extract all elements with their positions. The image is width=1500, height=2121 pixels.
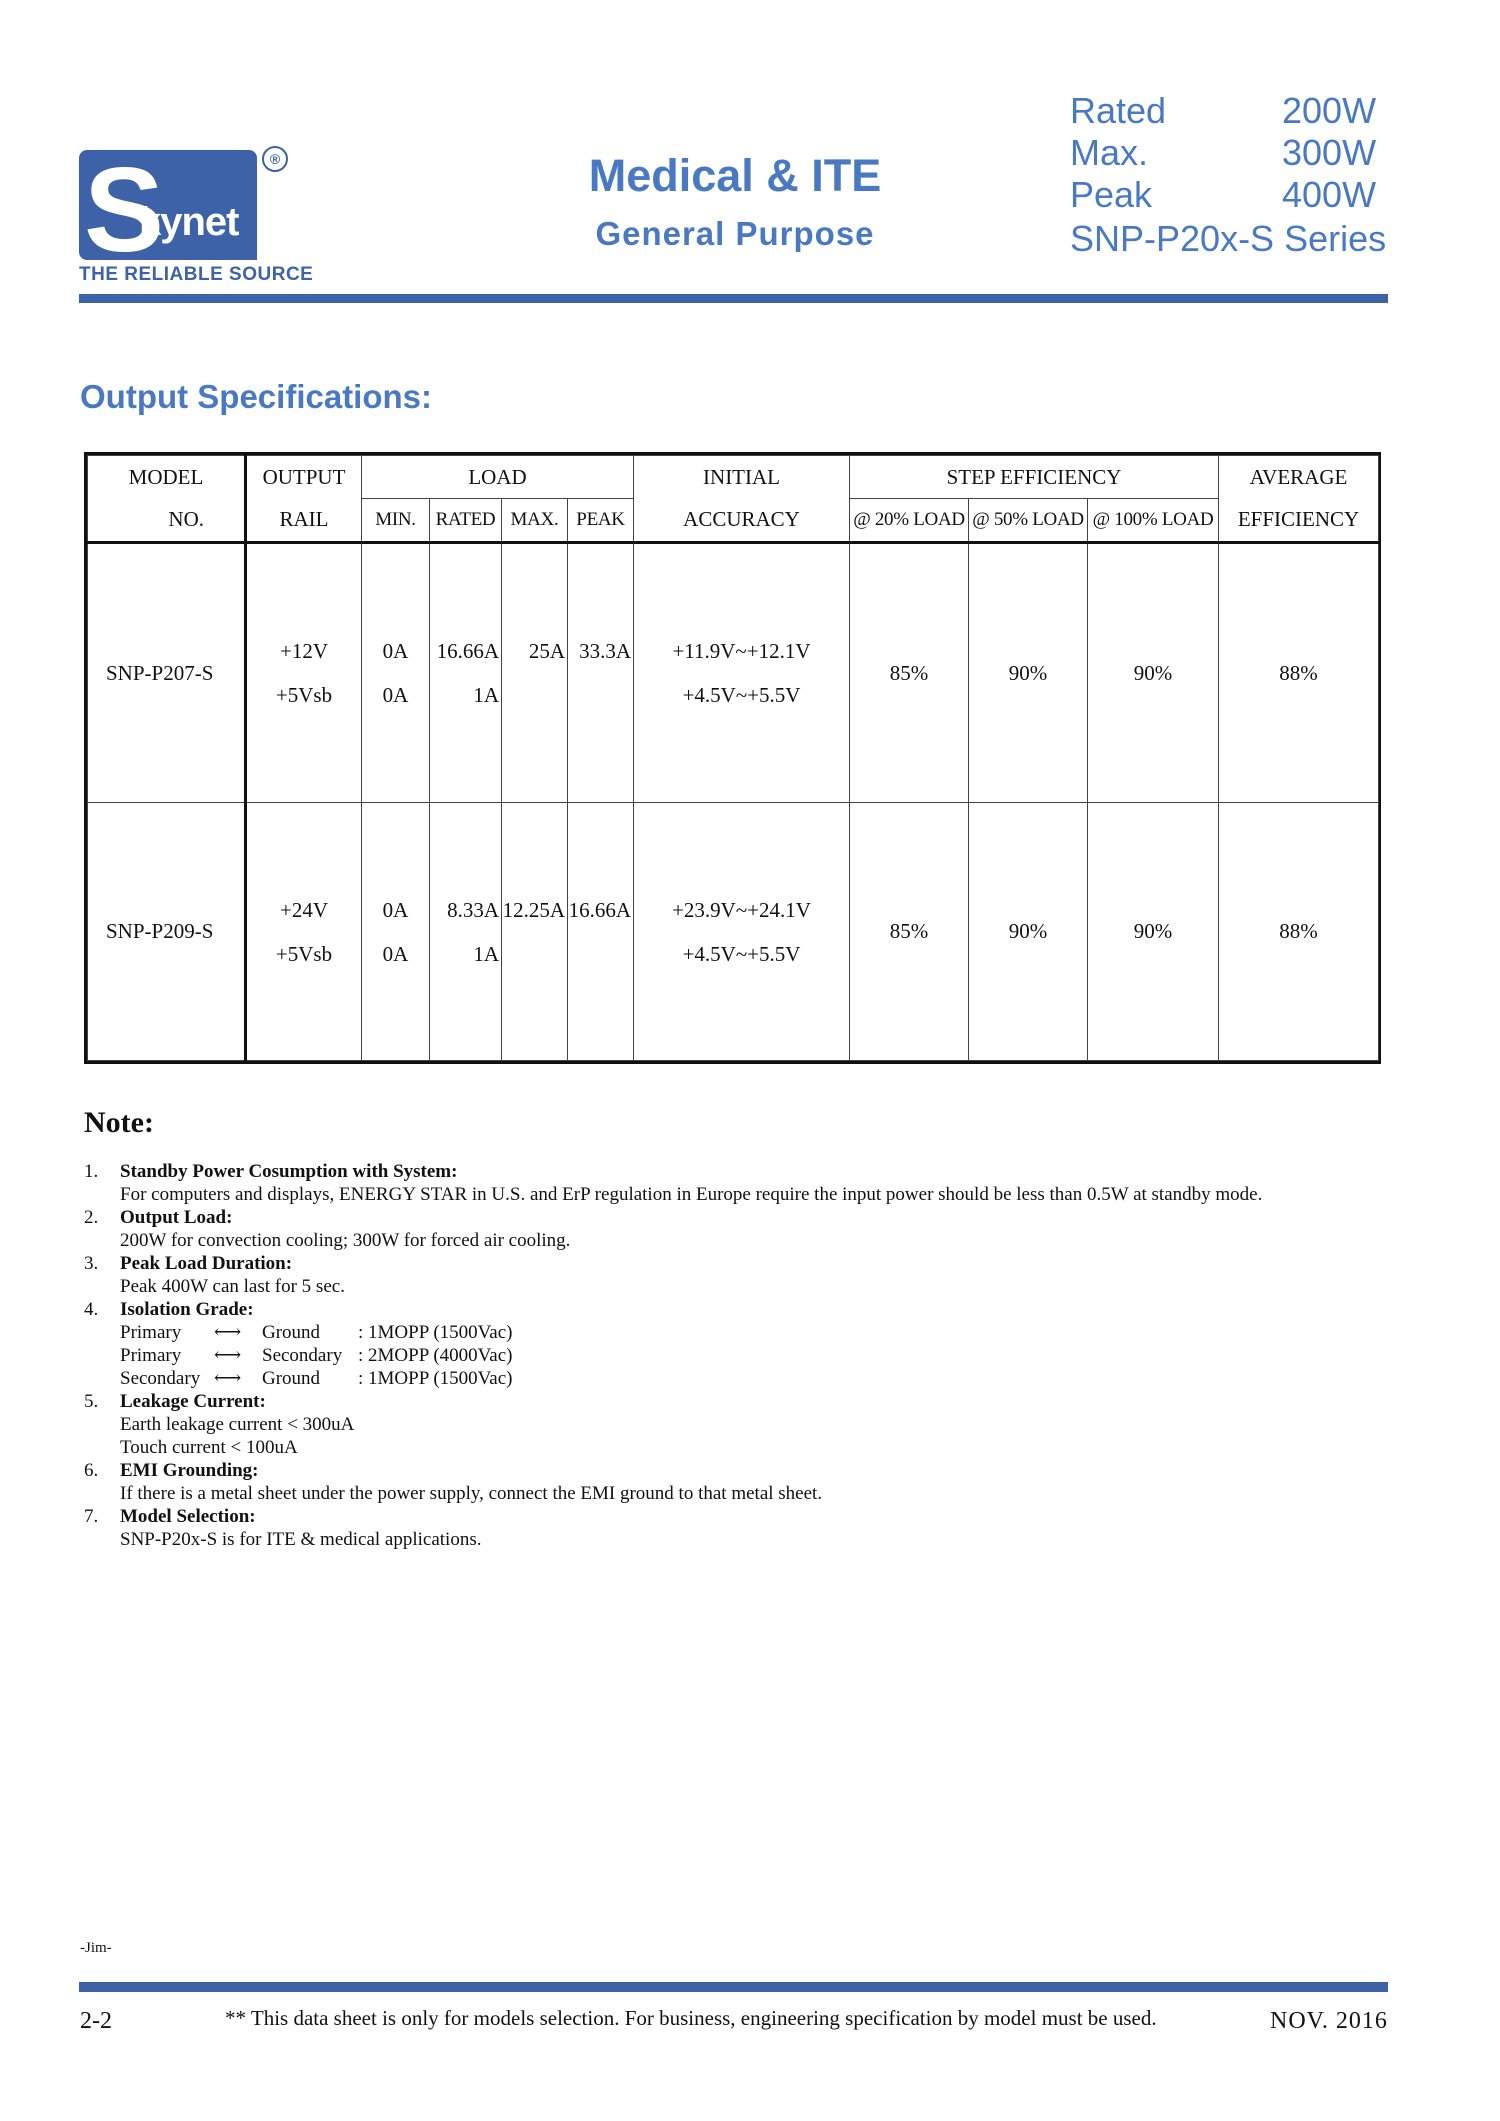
list-item [84, 1160, 1384, 1206]
cell-max: 25A [528, 639, 565, 664]
note-heading: Model Selection: [120, 1506, 256, 1527]
note-text: Earth leakage current < 300uA [120, 1414, 355, 1435]
cell-accuracy: +23.9V~+24.1V [672, 897, 811, 922]
th-accuracy: INITIAL [703, 464, 780, 489]
isolation-row [120, 1344, 1384, 1367]
rating-label-rated: Rated [1070, 90, 1167, 131]
th-step-100: @ 100% LOAD [1092, 509, 1214, 530]
rating-value-max: 300W [1282, 132, 1377, 173]
table-header-row [88, 456, 1379, 499]
note-heading: Standby Power Cosumption with System: [120, 1161, 458, 1182]
cell-rail: +5Vsb [275, 683, 333, 708]
note-number: 5. [84, 1391, 99, 1412]
note-text: SNP-P20x-S is for ITE & medical applications. [120, 1529, 482, 1550]
cell-min: 0A [382, 639, 409, 664]
note-text: 200W for convection cooling; 300W for forced air cooling. [120, 1230, 571, 1251]
rating-label-peak: Peak [1070, 174, 1153, 215]
cell-eff-20: 85% [889, 660, 929, 685]
header-title: Medical & ITE [588, 150, 882, 201]
th-model: MODEL [128, 464, 204, 489]
cell-rated: 1A [473, 683, 499, 708]
th-average: AVERAGE [1249, 464, 1348, 489]
th-peak: PEAK [576, 509, 625, 530]
cell-min: 0A [382, 683, 409, 708]
registered-mark: ® [262, 146, 288, 172]
iso-grade: : 2MOPP (4000Vac) [358, 1345, 513, 1366]
th-rated: RATED [435, 509, 496, 530]
rating-value-rated: 200W [1282, 90, 1377, 131]
list-item [84, 1252, 1384, 1298]
note-heading: Output Load: [120, 1207, 233, 1228]
list-item [84, 1459, 1384, 1505]
author-mark: -Jim- [80, 1940, 112, 1956]
cell-accuracy: +11.9V~+12.1V [672, 639, 811, 664]
note-text: For computers and displays, ENERGY STAR in U.S. and ErP regulation in Europe require the input power should be less than 0.5W at standby mode. [120, 1184, 1263, 1205]
note-number: 4. [84, 1299, 99, 1320]
table-row [88, 803, 1379, 1061]
th-model-no: NO. [168, 507, 204, 532]
cell-accuracy: +4.5V~+5.5V [682, 683, 801, 708]
output-spec-table [84, 452, 1381, 1064]
list-item [84, 1505, 1384, 1551]
note-text: Touch current < 100uA [120, 1437, 298, 1458]
cell-rated: 8.33A [447, 897, 499, 922]
cell-rail: +24V [279, 897, 328, 922]
footer-disclaimer: ** This data sheet is only for models selection. For business, engineering specification by model must be used. [225, 2006, 1157, 2030]
list-item [84, 1206, 1384, 1252]
note-heading: Peak Load Duration: [120, 1253, 293, 1274]
iso-grade: : 1MOPP (1500Vac) [358, 1322, 513, 1343]
rating-value-peak: 400W [1282, 174, 1377, 215]
isolation-row [120, 1321, 1384, 1344]
cell-rail: +12V [279, 639, 328, 664]
cell-rail: +5Vsb [275, 941, 333, 966]
cell-min: 0A [382, 897, 409, 922]
list-item [84, 1298, 1384, 1390]
cell-rated: 16.66A [436, 639, 499, 664]
note-number: 2. [84, 1207, 99, 1228]
cell-eff-100: 90% [1133, 660, 1173, 685]
note-number: 3. [84, 1253, 99, 1274]
iso-to: Ground [262, 1322, 321, 1343]
footer-date: NOV. 2016 [1270, 2008, 1388, 2034]
notes-list [84, 1160, 1384, 1551]
section-title: Output Specifications: [80, 378, 433, 415]
logo-name: kynet [139, 200, 239, 244]
th-rail-2: RAIL [279, 507, 329, 532]
th-step-efficiency: STEP EFFICIENCY [946, 464, 1122, 489]
rating-label-max: Max. [1070, 132, 1149, 173]
iso-from: Primary [120, 1322, 182, 1343]
header-divider [79, 294, 1388, 303]
th-rail: OUTPUT [262, 464, 346, 489]
note-heading: Isolation Grade: [120, 1299, 254, 1320]
double-arrow-icon: ⟷ [214, 1322, 242, 1343]
iso-to: Secondary [262, 1345, 343, 1366]
list-item [84, 1390, 1384, 1459]
double-arrow-icon: ⟷ [214, 1345, 242, 1366]
th-step-50: @ 50% LOAD [972, 509, 1084, 530]
cell-model: SNP-P209-S [106, 919, 214, 944]
cell-avg-eff: 88% [1279, 660, 1318, 685]
iso-grade: : 1MOPP (1500Vac) [358, 1368, 513, 1389]
table-row [88, 543, 1379, 803]
cell-eff-20: 85% [889, 919, 929, 944]
logo-tagline: THE RELIABLE SOURCE [79, 264, 314, 285]
series-name: SNP-P20x-S Series [1070, 218, 1387, 259]
cell-avg-eff: 88% [1279, 919, 1318, 944]
cell-eff-50: 90% [1008, 660, 1048, 685]
double-arrow-icon: ⟷ [214, 1368, 242, 1389]
note-heading: Leakage Current: [120, 1391, 266, 1412]
note-text: Peak 400W can last for 5 sec. [120, 1276, 345, 1297]
note-number: 1. [84, 1161, 99, 1182]
cell-peak: 33.3A [579, 639, 632, 664]
logo-initial: S [84, 143, 165, 277]
table-subheader-row [88, 499, 1379, 543]
cell-eff-50: 90% [1008, 919, 1048, 944]
page-number: 2-2 [80, 2008, 112, 2034]
th-average-2: EFFICIENCY [1237, 507, 1360, 532]
cell-eff-100: 90% [1133, 919, 1173, 944]
cell-max: 12.25A [502, 897, 565, 922]
cell-peak: 16.66A [568, 897, 632, 922]
isolation-row [120, 1367, 1384, 1390]
note-text: If there is a metal sheet under the power supply, connect the EMI ground to that metal sheet. [120, 1483, 823, 1504]
cell-rated: 1A [473, 941, 499, 966]
iso-to: Ground [262, 1368, 321, 1389]
th-step-20: @ 20% LOAD [853, 509, 965, 530]
th-load: LOAD [468, 464, 527, 489]
cell-min: 0A [382, 941, 409, 966]
logo-wordmark [139, 200, 239, 245]
cell-model: SNP-P207-S [106, 660, 214, 685]
notes-title: Note: [84, 1106, 154, 1139]
footer-divider [79, 1982, 1388, 1992]
th-max: MAX. [510, 509, 559, 530]
th-min: MIN. [375, 509, 416, 530]
note-number: 7. [84, 1506, 99, 1527]
note-number: 6. [84, 1460, 99, 1481]
iso-from: Primary [120, 1345, 182, 1366]
iso-from: Secondary [120, 1368, 201, 1389]
th-accuracy-2: ACCURACY [683, 507, 800, 532]
note-heading: EMI Grounding: [120, 1460, 259, 1481]
header-subtitle: General Purpose [595, 215, 875, 252]
cell-accuracy: +4.5V~+5.5V [682, 941, 801, 966]
